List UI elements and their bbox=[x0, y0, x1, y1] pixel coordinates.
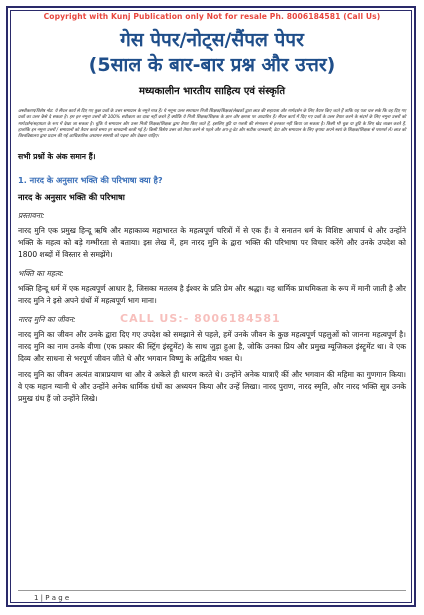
section-label-intro: प्रस्तावना: bbox=[18, 211, 45, 221]
question-heading: 1. नारद के अनुसार भक्ति की परिभाषा क्या है? bbox=[18, 175, 163, 186]
paragraph-importance: भक्ति हिन्दू धर्म में एक महत्वपूर्ण आधार है, जिसका मतलब है ईश्वर के प्रति प्रेम और श्रद्धा। यह धार्मिक प्राथमिकता के रूप में मानी जाती है और नारद मुनि ने इसे अपने ग्रंथों में महत्वपूर्ण भाग माना। bbox=[18, 284, 406, 306]
answer-heading: नारद के अनुसार भक्ति की परिभाषा bbox=[18, 192, 125, 203]
paragraph-life-1: नारद मुनि का जीवन और उनके द्वारा दिए गए उपदेश को समझाने से पहले, हमें उनके जीवन के कुछ महत्वपूर्ण पहलुओं को जानना महत्वपूर्ण है। नारद मुनि का नाम उनके वीणा (एक प्रकार की स्ट्रिंग इंस्ट्रूमेंट) के साथ जुड़ा हुआ है, जोकि उनका प्रिय और प्रमुख म्यूजिकल इंस्ट्रूमेंट था। वे एक दिव्य और साधना से भरपूर्ण जीवन जीते थे और भगवान विष्णु के अद्वितीय भक्त थे। bbox=[18, 330, 406, 364]
disclaimer-text: अस्वीकरण/विशेष नोट: ये सैंपल कार्य से दिए गए कुछ प्रश्नों के उत्तर समाधान के नमूने मात्र हैं। ये नमूना उत्तर समाधान निजी शिक्षक/शिक्षक/लेखकों द्वारा छात्र की सहायता और मार्गदर्शन के लिए तैयार किए जाते हैं ताकि यह पता चल सके कि वह दिए गए प्रश्नों का उत्तर कैसे दे सकता है। हम इन नमूना उत्तरों की 100% सटीकता का दावा नहीं करते हैं क्योंकि ये निजी शिक्षक/शिक्षक के ज्ञान और क्षमता पर आधारित हैं। सैंपल कार्य में दिए गए प्रश्नों के उत्तर तैयार करने के संदर्भ के लिए नमूना उत्तरों को मार्गदर्शन/सहायता के रूप में देखा जा सकता है। चूंकि ये समाधान और उत्तर निजी शिक्षक/शिक्षक द्वारा तैयार किए जाते हैं, इसलिए त्रुटि या गलती की संभावना से इनकार नहीं किया जा सकता है। किसी भी चूक या त्रुटि के लिए खेद व्यक्त करते हैं, हालांकि इन नमूना उत्तरों / समाधानों को तैयार करते समय हर सावधानी बरती गई है। किसी विशेष उत्तर को तैयार करने से पहले और अप-टू-डेट और सटीक जानकारी, डेटा और समाधान के लिए कृपया अपने स्वयं के शिक्षक/शिक्षक से परामर्श लें। छात्र को विश्वविद्यालय द्वारा प्रदान की गई आधिकारिक अध्ययन सामग्री को पढ़ना और देखना चाहिए। bbox=[18, 109, 406, 140]
document-subtitle: (5साल के बार-बार प्रश्न और उत्तर) bbox=[88, 54, 336, 76]
subject-heading: मध्यकालीन भारतीय साहित्य एवं संस्कृति bbox=[138, 86, 286, 97]
section-label-importance: भक्ति का महत्व: bbox=[18, 269, 64, 279]
marks-note: सभी प्रश्नों के अंक समान हैं। bbox=[18, 152, 96, 162]
document-title: गेस पेपर/नोट्स/सैंपल पेपर bbox=[120, 29, 304, 51]
footer-divider bbox=[18, 590, 406, 591]
document-page bbox=[18, 10, 406, 405]
page-number: 1 | P a g e bbox=[34, 594, 70, 602]
section-label-life: नारद मुनि का जीवन: bbox=[18, 315, 76, 325]
paragraph-intro: नारद मुनि एक प्रमुख हिन्दू ऋषि और महाकाव्य महाभारत के महत्वपूर्ण चरित्रों में से एक हैं। वे सनातन धर्म के विशिष्ट आचार्य थे और उन्होंने भक्ति के महत्व को बड़े गम्भीरता से बताया। इस लेख में, हम नारद मुनि के द्वारा भक्ति की परिभाषा पर विचार करेंगे और उनके उपदेश को 1800 शब्दों में विस्तार से समझेंगे। bbox=[18, 226, 406, 260]
paragraph-life-2: नारद मुनि का जीवन अत्यंत वात्राप्रयाण था और वे अकेले ही धारण करते थे। उन्होंने अनेक यात्राएँ कीं और भगवान की महिमा का गुणगान किया। वे एक महान ग्यानी थे और उन्होंने अनेक धार्मिक ग्रंथों का अध्ययन किया और उन्हें लिखा। नारद पुराण, नारद स्मृति, और नारद भक्ति सूत्र उनके प्रमुख ग्रंथ हैं जो उन्होंने लिखे। bbox=[18, 370, 406, 404]
copyright-notice: Copyright with Kunj Publication only Not for resale Ph. 8006184581 (Call Us) bbox=[43, 12, 381, 21]
watermark-call: CALL US:- 8006184581 bbox=[120, 312, 281, 325]
